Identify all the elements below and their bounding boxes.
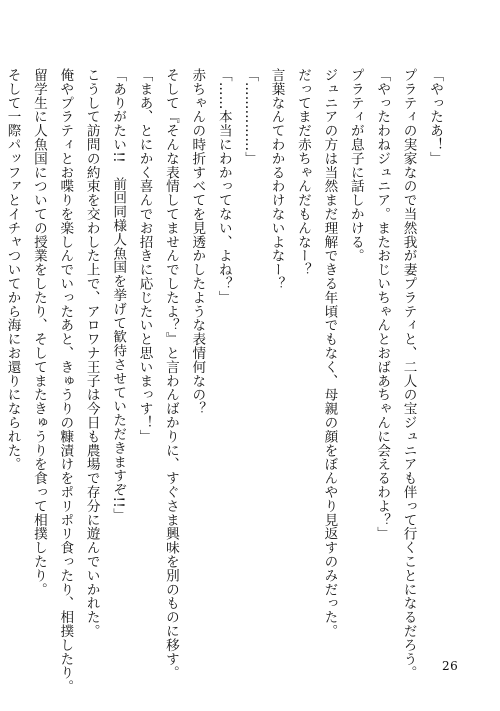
text-line: プラティが息子に話しかける。 xyxy=(347,68,364,263)
page-number: 26 xyxy=(442,659,459,673)
text-line: 赤ちゃんの時折すべてを見透かしたような表情何なの？ xyxy=(189,68,206,416)
text-line: 「……本当にわかってない、よね？」 xyxy=(215,68,232,305)
text-line: 「やったわねジュニア。またおじいちゃんとおばあちゃんに会えるわよ？」 xyxy=(374,68,391,541)
text-line: 「まあ、とにかく喜んでお招きに応じたいと思いまっす！」 xyxy=(136,68,153,444)
text-line: ジュニアの方は当然まだ理解できる年頃でもなく、母親の顔をぼんやり見返すのみだった。 xyxy=(321,68,338,638)
text-line: 留学生に人魚国についての授業をしたり、そしてまたきゅうりを食って相撲したり。 xyxy=(30,68,47,597)
text-line: 「ありがたい!! 前回同様人魚国を挙げて歓待させていただきますぞ!!」 xyxy=(110,68,127,522)
text-line: 俺やプラティとお喋りを楽しんでいったあと、きゅうりの糠漬けをポリポリ食ったり、相撲したり。 xyxy=(57,68,74,694)
text-line: プラティの実家なので当然我が妻プラティと、二人の宝ジュニアも伴って行くことになるだろう。 xyxy=(400,68,417,680)
text-line: こうして訪問の約束を交わした上で、アロワナ王子は今日も農場で存分に遊んでいかれた。 xyxy=(83,68,100,638)
text-line: 「……………」 xyxy=(242,68,259,166)
text-line: 「やったあ！」 xyxy=(427,68,443,166)
text-line: そして一際パッファとイチャついてから海にお還りになられた。 xyxy=(4,68,21,472)
text-line: そして『そんな表情してませんでしたよ？』と言わんばかりに、すぐさま興味を別のものに移す。 xyxy=(162,68,179,680)
body-text xyxy=(0,68,448,694)
text-line: 言葉なんてわかるわけないよなー？ xyxy=(268,68,285,291)
text-line: だってまだ赤ちゃんだもんなー？ xyxy=(294,68,311,277)
